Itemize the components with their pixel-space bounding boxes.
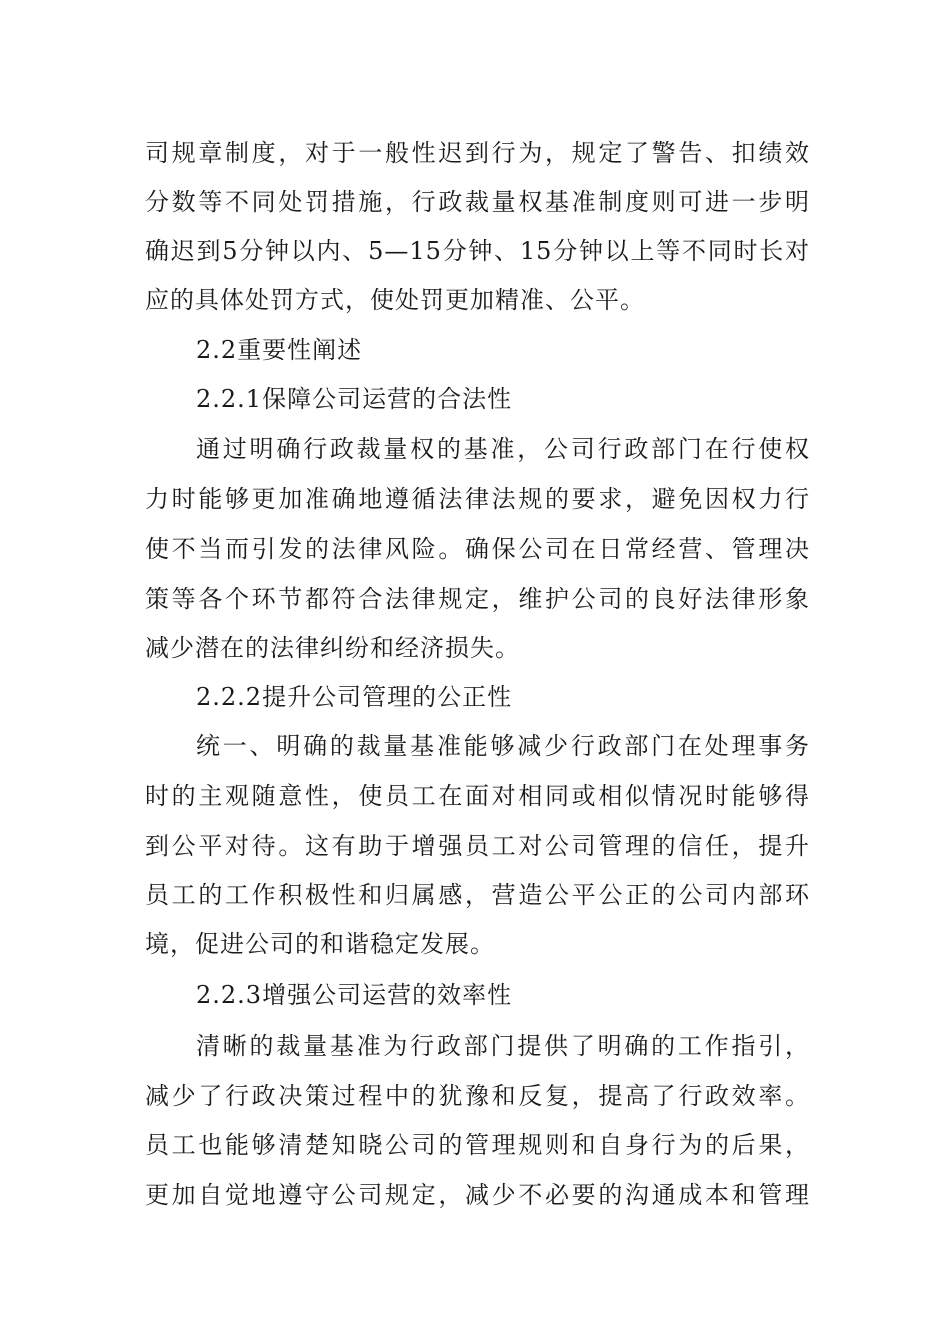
paragraph-1-line-2: 分数等不同处罚措施，行政裁量权基准制度则可进一步明 (145, 188, 810, 216)
paragraph-4-line-1: 清晰的裁量基准为行政部门提供了明确的工作指引， (196, 1032, 810, 1060)
paragraph-3-line-1: 统一、明确的裁量基准能够减少行政部门在处理事务 (196, 732, 810, 760)
paragraph-4-line-4: 更加自觉地遵守公司规定，减少不必要的沟通成本和管理 (145, 1181, 810, 1209)
paragraph-3-line-5: 境，促进公司的和谐稳定发展。 (145, 930, 495, 958)
paragraph-2-line-4: 策等各个环节都符合法律规定，维护公司的良好法律形象 (145, 585, 810, 613)
paragraph-4-line-3: 员工也能够清楚知晓公司的管理规则和自身行为的后果， (145, 1131, 810, 1159)
paragraph-2-line-3: 使不当而引发的法律风险。确保公司在日常经营、管理决 (145, 535, 810, 563)
paragraph-3-line-4: 员工的工作积极性和归属感，营造公平公正的公司内部环 (145, 881, 810, 909)
paragraph-4-line-2: 减少了行政决策过程中的犹豫和反复，提高了行政效率。 (145, 1082, 810, 1110)
paragraph-3-line-3: 到公平对待。这有助于增强员工对公司管理的信任，提升 (145, 832, 810, 860)
section-heading-2-2-2: 2.2.2提升公司管理的公正性 (196, 683, 513, 711)
paragraph-2-line-5: 减少潜在的法律纠纷和经济损失。 (145, 634, 520, 662)
paragraph-2-line-1: 通过明确行政裁量权的基准，公司行政部门在行使权 (196, 435, 810, 463)
section-heading-2-2: 2.2重要性阐述 (196, 336, 363, 364)
section-heading-2-2-1: 2.2.1保障公司运营的合法性 (196, 385, 513, 413)
paragraph-1-line-3: 确迟到5分钟以内、5—15分钟、15分钟以上等不同时长对 (145, 237, 810, 265)
paragraph-2-line-2: 力时能够更加准确地遵循法律法规的要求，避免因权力行 (145, 485, 810, 513)
section-heading-2-2-3: 2.2.3增强公司运营的效率性 (196, 981, 513, 1009)
paragraph-1-line-1: 司规章制度，对于一般性迟到行为，规定了警告、扣绩效 (145, 139, 810, 167)
paragraph-1-line-4: 应的具体处罚方式，使处罚更加精准、公平。 (145, 286, 645, 314)
paragraph-3-line-2: 时的主观随意性，使员工在面对相同或相似情况时能够得 (145, 782, 810, 810)
